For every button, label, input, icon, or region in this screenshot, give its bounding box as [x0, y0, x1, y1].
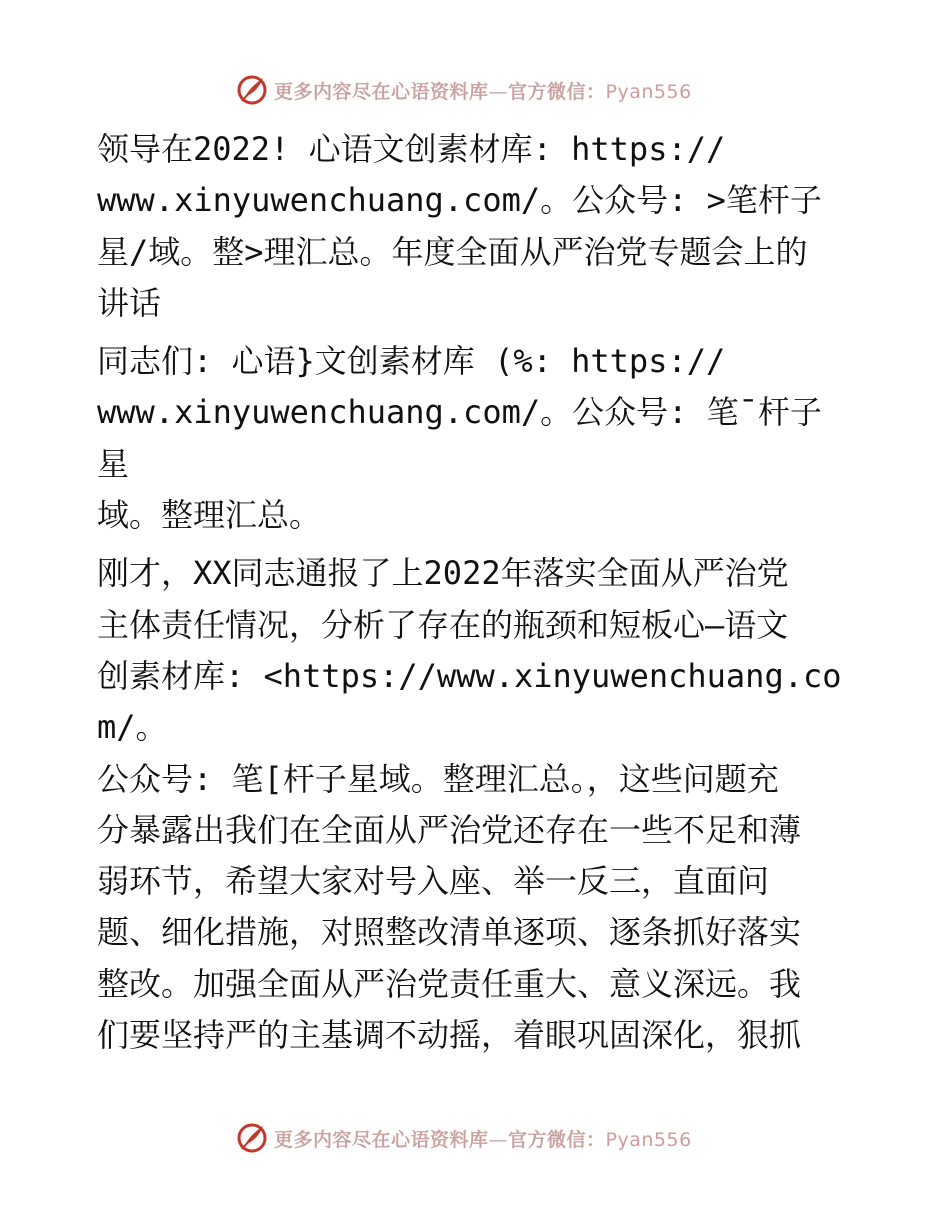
- header-banner: [0, 70, 950, 110]
- brand-logo-icon: [236, 1122, 268, 1154]
- banner-separator: —: [488, 1129, 509, 1151]
- banner-slogan: 更多内容尽在心语资料库: [274, 1129, 489, 1151]
- paragraph-greeting: 同志们: 心语}文创素材库 (%: https:// www.xinyuwenchuang.com/。公众号: 笔¯杆子星 域。整理汇总。: [97, 342, 822, 535]
- banner-wechat-id: Pyan556: [605, 1129, 692, 1151]
- banner-text-group: [274, 77, 692, 104]
- paragraph-title: 领导在2022! 心语文创素材库: https:// www.xinyuwenchuang.com/。公众号: >笔杆子 星/域。整>理汇总。年度全面从严治党专题会上的 讲话: [97, 130, 822, 322]
- banner-wechat-id: Pyan556: [605, 81, 692, 103]
- footer-banner: [0, 1118, 950, 1158]
- banner-slogan: 更多内容尽在心语资料库: [274, 81, 489, 103]
- document-body: [97, 124, 853, 1068]
- banner-text-group: [274, 1125, 692, 1152]
- banner-wechat-label: 官方微信：: [508, 1129, 606, 1151]
- paragraph-main: 刚才，XX同志通报了上2022年落实全面从严治党 主体责任情况，分析了存在的瓶颈和短板心—语文 创素材库: <https://www.xinyuwenchuang.com/。 公众号: 笔[杆子星域。整理汇总。，这些问题充 分暴露出我们在全面从严治党还存在一些不足和薄 弱环节，希望大家对号入座、举一反三，直面问 题、细化措施，对照整改清单逐项、逐条抓好落实 整改。加强全面从严治党责任重大、意义深远。我 们要坚持严的主基调不动摇，着眼巩固深化，狠抓: [97, 554, 842, 1055]
- banner-separator: —: [488, 81, 509, 103]
- banner-wechat-label: 官方微信：: [508, 81, 606, 103]
- brand-logo-icon: [236, 74, 268, 106]
